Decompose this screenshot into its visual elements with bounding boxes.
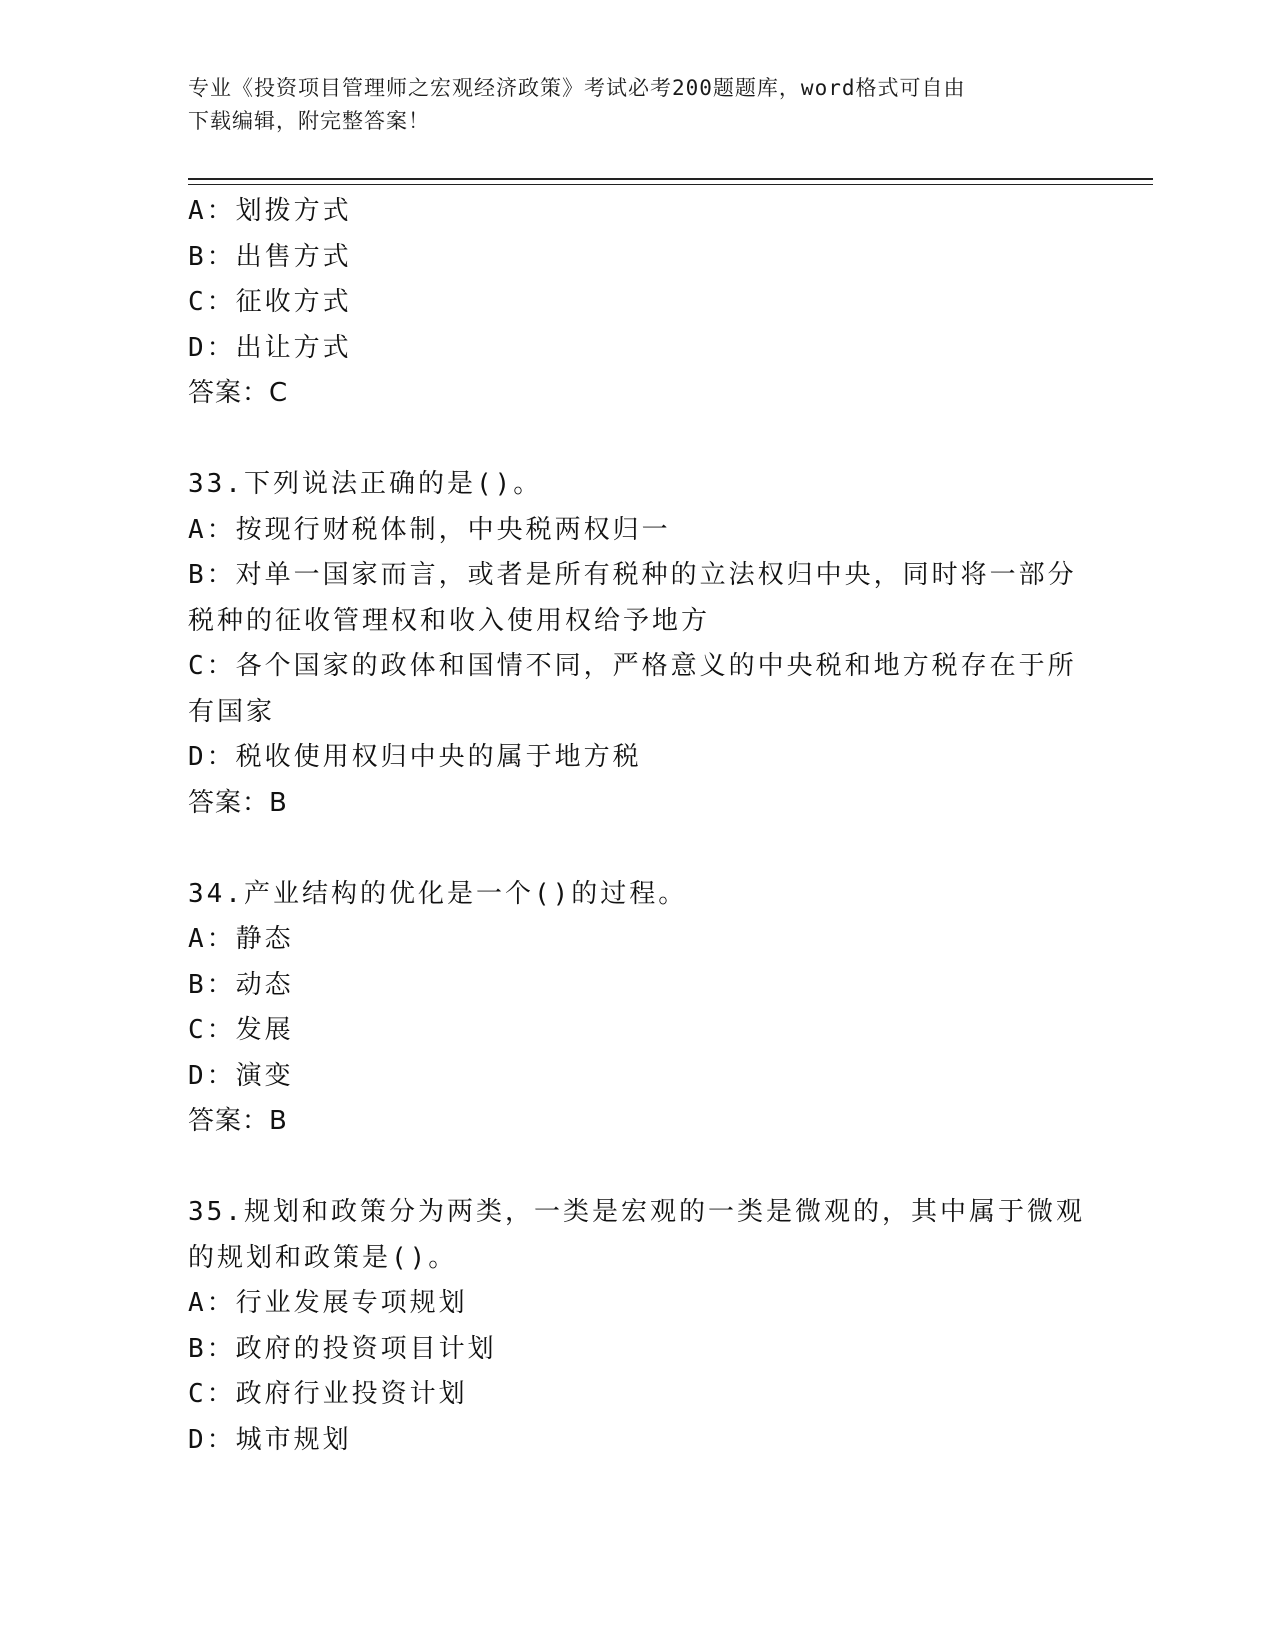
question-text: 33.下列说法正确的是()。 xyxy=(188,469,543,499)
answer: 答案：B xyxy=(188,1106,288,1136)
question-34-block xyxy=(188,872,1088,1145)
option-b-line-2: 税种的征收管理权和收入使用权给予地方 xyxy=(188,605,711,636)
header-divider-thick xyxy=(188,178,1153,180)
option-d: D：出让方式 xyxy=(188,332,352,363)
option-b: B：动态 xyxy=(188,969,294,1000)
question-text-line-2: 的规划和政策是()。 xyxy=(188,1242,458,1273)
question-33-block xyxy=(188,462,1088,826)
option-d: D：税收使用权归中央的属于地方税 xyxy=(188,742,642,772)
option-c: C：征收方式 xyxy=(188,287,352,317)
question-text: 34.产业结构的优化是一个()的过程。 xyxy=(188,878,688,909)
header-divider-thin xyxy=(188,184,1153,185)
option-b: B：出售方式 xyxy=(188,241,352,272)
option-b: B：政府的投资项目计划 xyxy=(188,1333,497,1364)
document-header xyxy=(188,72,1068,138)
option-d: D：城市规划 xyxy=(188,1424,352,1455)
question-text-line-1: 35.规划和政策分为两类，一类是宏观的一类是微观的，其中属于微观 xyxy=(188,1197,1085,1227)
option-a: A：静态 xyxy=(188,924,294,954)
option-a: A：按现行财税体制，中央税两权归一 xyxy=(188,514,671,545)
option-c-line-1: C：各个国家的政体和国情不同，严格意义的中央税和地方税存在于所 xyxy=(188,651,1077,681)
header-line-1: 专业《投资项目管理师之宏观经济政策》考试必考200题题库，word格式可自由 xyxy=(188,76,966,100)
answer: 答案：C xyxy=(188,378,289,408)
option-b-line-1: B：对单一国家而言，或者是所有税种的立法权归中央，同时将一部分 xyxy=(188,560,1077,590)
header-line-2: 下载编辑，附完整答案！ xyxy=(188,109,430,133)
option-c: C：政府行业投资计划 xyxy=(188,1379,468,1409)
option-c-line-2: 有国家 xyxy=(188,696,276,727)
question-32-block xyxy=(188,189,1088,417)
spacer xyxy=(188,826,1088,872)
question-35-block xyxy=(188,1190,1088,1463)
option-d: D：演变 xyxy=(188,1060,294,1091)
option-c: C：发展 xyxy=(188,1015,294,1045)
spacer xyxy=(188,1145,1088,1191)
answer: 答案：B xyxy=(188,787,288,818)
option-a: A：划拨方式 xyxy=(188,196,352,226)
option-a: A：行业发展专项规划 xyxy=(188,1288,468,1318)
spacer xyxy=(188,417,1088,463)
question-list xyxy=(188,189,1088,1463)
